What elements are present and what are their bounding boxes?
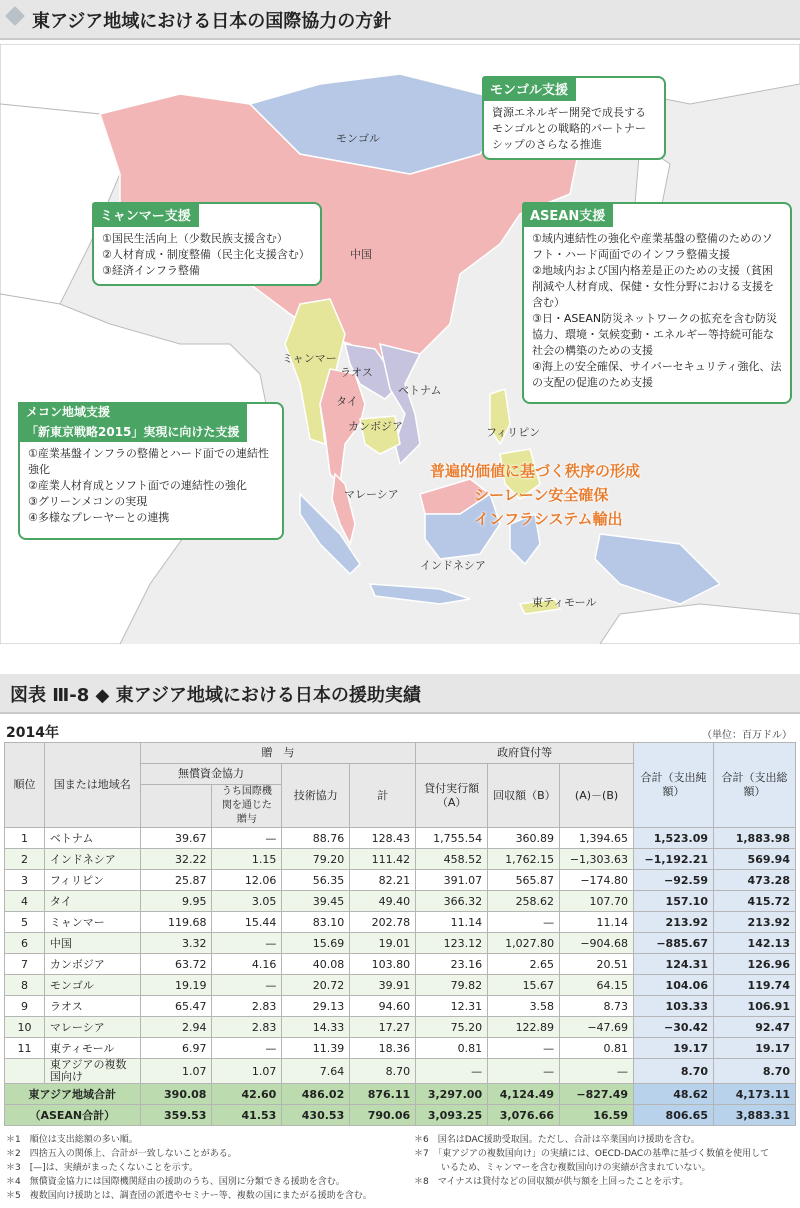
value-cell: 142.13 <box>714 933 796 954</box>
value-cell: 40.08 <box>282 954 350 975</box>
asean-item: ①域内連結性の強化や産業基盤の整備のためのソフト・ハード両面でのインフラ整備支援 <box>532 232 773 261</box>
value-cell: 25.87 <box>140 870 212 891</box>
col-net: (A)－(B) <box>560 764 634 828</box>
table-header <box>0 674 800 714</box>
country-cell: インドネシア <box>44 849 140 870</box>
label-mongolia: モンゴル <box>336 132 380 145</box>
rank-cell: 4 <box>5 891 45 912</box>
value-cell: 1.07 <box>212 1059 282 1084</box>
value-cell: 0.81 <box>416 1038 488 1059</box>
value-cell: 360.89 <box>488 828 560 849</box>
value-cell: 2.83 <box>212 996 282 1017</box>
label-thailand: タイ <box>336 395 358 408</box>
myanmar-item: ①国民生活向上（少数民族支援含む） <box>102 232 288 245</box>
value-cell: 1,027.80 <box>488 933 560 954</box>
total-value: 430.53 <box>282 1105 350 1126</box>
figure-header <box>0 0 800 40</box>
value-cell: 128.43 <box>350 828 416 849</box>
col-grant-aid: 無償資金協力 <box>140 764 282 785</box>
rank-cell: 6 <box>5 933 45 954</box>
table-row <box>5 933 796 954</box>
value-cell: 2.83 <box>212 1017 282 1038</box>
country-cell: マレーシア <box>44 1017 140 1038</box>
value-cell: 12.06 <box>212 870 282 891</box>
note: いるため、ミャンマーを含む複数国向けの実績が含まれていない。 <box>414 1163 711 1173</box>
table-title: 図表 Ⅲ-8 ◆ 東アジア地域における日本の援助実績 <box>10 685 421 706</box>
mekong-item: ②産業人材育成とソフト面での連結性の強化 <box>28 479 247 492</box>
total-value: 3,297.00 <box>416 1084 488 1105</box>
value-cell: 124.31 <box>634 954 714 975</box>
table-row <box>5 996 796 1017</box>
value-cell: 119.68 <box>140 912 212 933</box>
table-row <box>5 849 796 870</box>
value-cell: 82.21 <box>350 870 416 891</box>
value-cell: 79.20 <box>282 849 350 870</box>
year-label: 2014年 <box>6 725 59 741</box>
col-via-intl: うち国際機関を通じた贈与 <box>212 785 282 828</box>
country-cell: ラオス <box>44 996 140 1017</box>
value-cell: 19.17 <box>634 1038 714 1059</box>
note: ＊8 マイナスは貸付などの回収額が供与額を上回ったことを示す。 <box>414 1177 689 1187</box>
value-cell: — <box>488 1038 560 1059</box>
value-cell: 123.12 <box>416 933 488 954</box>
note: ＊1 順位は支出総額の多い順。 <box>6 1135 138 1145</box>
value-cell: 63.72 <box>140 954 212 975</box>
value-cell: 20.51 <box>560 954 634 975</box>
total-value: 876.11 <box>350 1084 416 1105</box>
value-cell: 3.05 <box>212 891 282 912</box>
table-row <box>5 891 796 912</box>
value-cell: 83.10 <box>282 912 350 933</box>
value-cell: 19.19 <box>140 975 212 996</box>
value-cell: 11.14 <box>416 912 488 933</box>
rank-cell: 3 <box>5 870 45 891</box>
asean-item: ④海上の安全確保、サイバーセキュリティ強化、法の支配の促進のため支援 <box>532 360 782 389</box>
value-cell: 391.07 <box>416 870 488 891</box>
value-cell: — <box>416 1059 488 1084</box>
slogan-infra: インフラシステム輸出 <box>474 510 623 528</box>
notes-left <box>6 1133 372 1203</box>
col-recovered: 回収額（B） <box>488 764 560 828</box>
value-cell: 32.22 <box>140 849 212 870</box>
note: ＊7 「東アジアの複数国向け」の実績には、OECD-DACの基準に基づく数値を使用して <box>414 1149 770 1159</box>
table-row <box>5 1059 796 1084</box>
value-cell: 11.39 <box>282 1038 350 1059</box>
rank-cell: 10 <box>5 1017 45 1038</box>
value-cell: 17.27 <box>350 1017 416 1038</box>
mongolia-box-title: モンゴル支援 <box>482 76 576 101</box>
label-timor: 東ティモール <box>532 596 597 609</box>
mekong-box-header <box>18 402 247 442</box>
country-cell: ベトナム <box>44 828 140 849</box>
diamond-icon <box>5 6 25 26</box>
value-cell: 79.82 <box>416 975 488 996</box>
value-cell: — <box>212 828 282 849</box>
col-disbursed: 貸付実行額（A） <box>416 764 488 828</box>
value-cell: 1.07 <box>140 1059 212 1084</box>
mekong-box-list <box>20 446 282 526</box>
mongolia-box-body: 資源エネルギー開発で成長するモンゴルとの戦略的パートナーシップのさらなる推進 <box>492 106 646 151</box>
aid-table <box>4 742 796 1126</box>
value-cell: 29.13 <box>282 996 350 1017</box>
value-cell: 4.16 <box>212 954 282 975</box>
value-cell: 569.94 <box>714 849 796 870</box>
asean-support-box <box>522 202 792 404</box>
notes-right <box>414 1133 769 1189</box>
slogan-values: 普遍的価値に基づく秩序の形成 <box>430 462 641 480</box>
col-total-net: 合計（支出純額） <box>634 743 714 828</box>
mekong-box-subtitle: 「新東京戦略2015」実現に向けた支援 <box>18 422 247 442</box>
value-cell: 15.44 <box>212 912 282 933</box>
country-cell: カンボジア <box>44 954 140 975</box>
value-cell: 15.69 <box>282 933 350 954</box>
col-rank: 順位 <box>5 743 45 828</box>
figure-title: 東アジア地域における日本の国際協力の方針 <box>32 11 392 32</box>
value-cell: 8.73 <box>560 996 634 1017</box>
value-cell: 258.62 <box>488 891 560 912</box>
table-row <box>5 870 796 891</box>
label-malaysia: マレーシア <box>344 488 399 501</box>
value-cell: 88.76 <box>282 828 350 849</box>
rank-cell: 1 <box>5 828 45 849</box>
value-cell: 19.17 <box>714 1038 796 1059</box>
value-cell: −174.80 <box>560 870 634 891</box>
total-value: 359.53 <box>140 1105 212 1126</box>
value-cell: 64.15 <box>560 975 634 996</box>
value-cell: 565.87 <box>488 870 560 891</box>
value-cell: 366.32 <box>416 891 488 912</box>
value-cell: 1,394.65 <box>560 828 634 849</box>
table-row <box>5 1017 796 1038</box>
value-cell: 19.01 <box>350 933 416 954</box>
country-cell: ミャンマー <box>44 912 140 933</box>
value-cell: −92.59 <box>634 870 714 891</box>
value-cell: — <box>560 1059 634 1084</box>
total-row <box>5 1084 796 1105</box>
value-cell: 103.33 <box>634 996 714 1017</box>
table-row <box>5 828 796 849</box>
value-cell: 106.91 <box>714 996 796 1017</box>
value-cell: 75.20 <box>416 1017 488 1038</box>
value-cell: −1,303.63 <box>560 849 634 870</box>
value-cell: 111.42 <box>350 849 416 870</box>
value-cell: 8.70 <box>714 1059 796 1084</box>
total-value: 16.59 <box>560 1105 634 1126</box>
total-value: −827.49 <box>560 1084 634 1105</box>
value-cell: 20.72 <box>282 975 350 996</box>
value-cell: 9.95 <box>140 891 212 912</box>
rank-cell: 7 <box>5 954 45 975</box>
value-cell: −30.42 <box>634 1017 714 1038</box>
value-cell: 107.70 <box>560 891 634 912</box>
rank-cell: 2 <box>5 849 45 870</box>
total-value: 4,124.49 <box>488 1084 560 1105</box>
value-cell: 213.92 <box>634 912 714 933</box>
table-row <box>5 912 796 933</box>
value-cell: 6.97 <box>140 1038 212 1059</box>
col-total-gross: 合計（支出総額） <box>714 743 796 828</box>
total-value: 41.53 <box>212 1105 282 1126</box>
col-grant: 贈 与 <box>140 743 416 764</box>
label-myanmar: ミャンマー <box>282 352 337 365</box>
mekong-box-title: メコン地域支援 <box>18 402 247 422</box>
myanmar-box-list <box>94 231 320 279</box>
col-tech: 技術協力 <box>282 764 350 828</box>
col-grant-blank <box>140 785 212 828</box>
value-cell: — <box>212 933 282 954</box>
value-cell: 39.91 <box>350 975 416 996</box>
value-cell: — <box>212 1038 282 1059</box>
table-row <box>5 954 796 975</box>
rank-cell: 9 <box>5 996 45 1017</box>
value-cell: 39.45 <box>282 891 350 912</box>
value-cell: 126.96 <box>714 954 796 975</box>
table-row <box>5 975 796 996</box>
value-cell: 103.80 <box>350 954 416 975</box>
value-cell: 39.67 <box>140 828 212 849</box>
value-cell: 2.65 <box>488 954 560 975</box>
country-cell: フィリピン <box>44 870 140 891</box>
total-value: 390.08 <box>140 1084 212 1105</box>
value-cell: 1,883.98 <box>714 828 796 849</box>
value-cell: 3.32 <box>140 933 212 954</box>
mekong-item: ③グリーンメコンの実現 <box>28 495 148 508</box>
value-cell: 2.94 <box>140 1017 212 1038</box>
value-cell: — <box>212 975 282 996</box>
value-cell: 8.70 <box>634 1059 714 1084</box>
value-cell: 18.36 <box>350 1038 416 1059</box>
note: ＊4 無償資金協力には国際機関経由の援助のうち、国別に分類できる援助を含む。 <box>6 1177 345 1187</box>
value-cell: 65.47 <box>140 996 212 1017</box>
total-value: 806.65 <box>634 1105 714 1126</box>
country-cell: 東アジアの複数国向け <box>44 1059 140 1084</box>
value-cell: 122.89 <box>488 1017 560 1038</box>
total-value: 3,883.31 <box>714 1105 796 1126</box>
note: ＊2 四捨五入の関係上、合計が一致しないことがある。 <box>6 1149 237 1159</box>
label-philippines: フィリピン <box>486 426 541 439</box>
label-indonesia: インドネシア <box>420 559 486 572</box>
asean-box-title: ASEAN支援 <box>522 202 613 227</box>
table-row <box>5 1038 796 1059</box>
value-cell: 213.92 <box>714 912 796 933</box>
value-cell: 458.52 <box>416 849 488 870</box>
value-cell: 1,523.09 <box>634 828 714 849</box>
value-cell: 157.10 <box>634 891 714 912</box>
value-cell: 14.33 <box>282 1017 350 1038</box>
country-cell: モンゴル <box>44 975 140 996</box>
total-label: （ASEAN合計） <box>5 1105 141 1126</box>
value-cell: — <box>488 912 560 933</box>
rank-cell: 5 <box>5 912 45 933</box>
col-loans: 政府貸付等 <box>416 743 634 764</box>
asean-item: ③日・ASEAN防災ネットワークの拡充を含む防災協力、環境・気候変動・エネルギー等持続可能な社会の構築のための支援 <box>532 312 778 357</box>
country-cell: 東ティモール <box>44 1038 140 1059</box>
value-cell: 92.47 <box>714 1017 796 1038</box>
value-cell: −47.69 <box>560 1017 634 1038</box>
value-cell: 0.81 <box>560 1038 634 1059</box>
value-cell: 1,762.15 <box>488 849 560 870</box>
aid-table-body <box>5 828 796 1126</box>
total-value: 790.06 <box>350 1105 416 1126</box>
value-cell: 94.60 <box>350 996 416 1017</box>
value-cell: — <box>488 1059 560 1084</box>
mekong-item: ①産業基盤インフラの整備とハード面での連結性強化 <box>28 447 269 476</box>
value-cell: 415.72 <box>714 891 796 912</box>
value-cell: 473.28 <box>714 870 796 891</box>
total-label: 東アジア地域合計 <box>5 1084 141 1105</box>
value-cell: 23.16 <box>416 954 488 975</box>
value-cell: −904.68 <box>560 933 634 954</box>
value-cell: 104.06 <box>634 975 714 996</box>
total-row <box>5 1105 796 1126</box>
myanmar-item: ②人材育成・制度整備（民主化支援含む） <box>102 248 310 261</box>
value-cell: 49.40 <box>350 891 416 912</box>
label-china: 中国 <box>350 248 372 261</box>
total-value: 3,076.66 <box>488 1105 560 1126</box>
rank-cell <box>5 1059 45 1084</box>
value-cell: 56.35 <box>282 870 350 891</box>
col-subtotal: 計 <box>350 764 416 828</box>
value-cell: 11.14 <box>560 912 634 933</box>
value-cell: 119.74 <box>714 975 796 996</box>
label-laos: ラオス <box>340 366 373 379</box>
country-cell: 中国 <box>44 933 140 954</box>
label-cambodia: カンボジア <box>348 420 403 433</box>
total-value: 4,173.11 <box>714 1084 796 1105</box>
mekong-item: ④多様なプレーヤーとの連携 <box>28 511 170 524</box>
value-cell: −885.67 <box>634 933 714 954</box>
note: ＊3 [—]は、実績がまったくないことを示す。 <box>6 1163 199 1173</box>
rank-cell: 11 <box>5 1038 45 1059</box>
note: ＊5 複数国向け援助とは、調査団の派遣やセミナー等、複数の国にまたがる援助を含む。 <box>6 1191 372 1201</box>
value-cell: 3.58 <box>488 996 560 1017</box>
asean-box-list <box>524 231 790 391</box>
unit-label: （単位：百万ドル） <box>702 730 792 741</box>
value-cell: 8.70 <box>350 1059 416 1084</box>
value-cell: −1,192.21 <box>634 849 714 870</box>
myanmar-item: ③経済インフラ整備 <box>102 264 200 277</box>
value-cell: 1,755.54 <box>416 828 488 849</box>
total-value: 48.62 <box>634 1084 714 1105</box>
col-country: 国または地域名 <box>44 743 140 828</box>
note: ＊6 国名はDAC援助受取国。ただし、合計は卒業国向け援助を含む。 <box>414 1135 700 1145</box>
asean-item: ②地域内および国内格差是正のための支援（貧困削減や人材育成、保健・女性分野における支援を含む） <box>532 264 774 309</box>
rank-cell: 8 <box>5 975 45 996</box>
slogan-sealane: シーレーン安全確保 <box>474 486 609 504</box>
country-cell: タイ <box>44 891 140 912</box>
total-value: 486.02 <box>282 1084 350 1105</box>
value-cell: 202.78 <box>350 912 416 933</box>
value-cell: 15.67 <box>488 975 560 996</box>
total-value: 3,093.25 <box>416 1105 488 1126</box>
label-vietnam: ベトナム <box>398 384 442 397</box>
myanmar-box-title: ミャンマー支援 <box>92 202 199 227</box>
value-cell: 1.15 <box>212 849 282 870</box>
total-value: 42.60 <box>212 1084 282 1105</box>
myanmar-support-box <box>92 202 322 286</box>
mekong-support-box <box>18 402 284 540</box>
mongolia-support-box <box>482 76 666 160</box>
value-cell: 12.31 <box>416 996 488 1017</box>
value-cell: 7.64 <box>282 1059 350 1084</box>
